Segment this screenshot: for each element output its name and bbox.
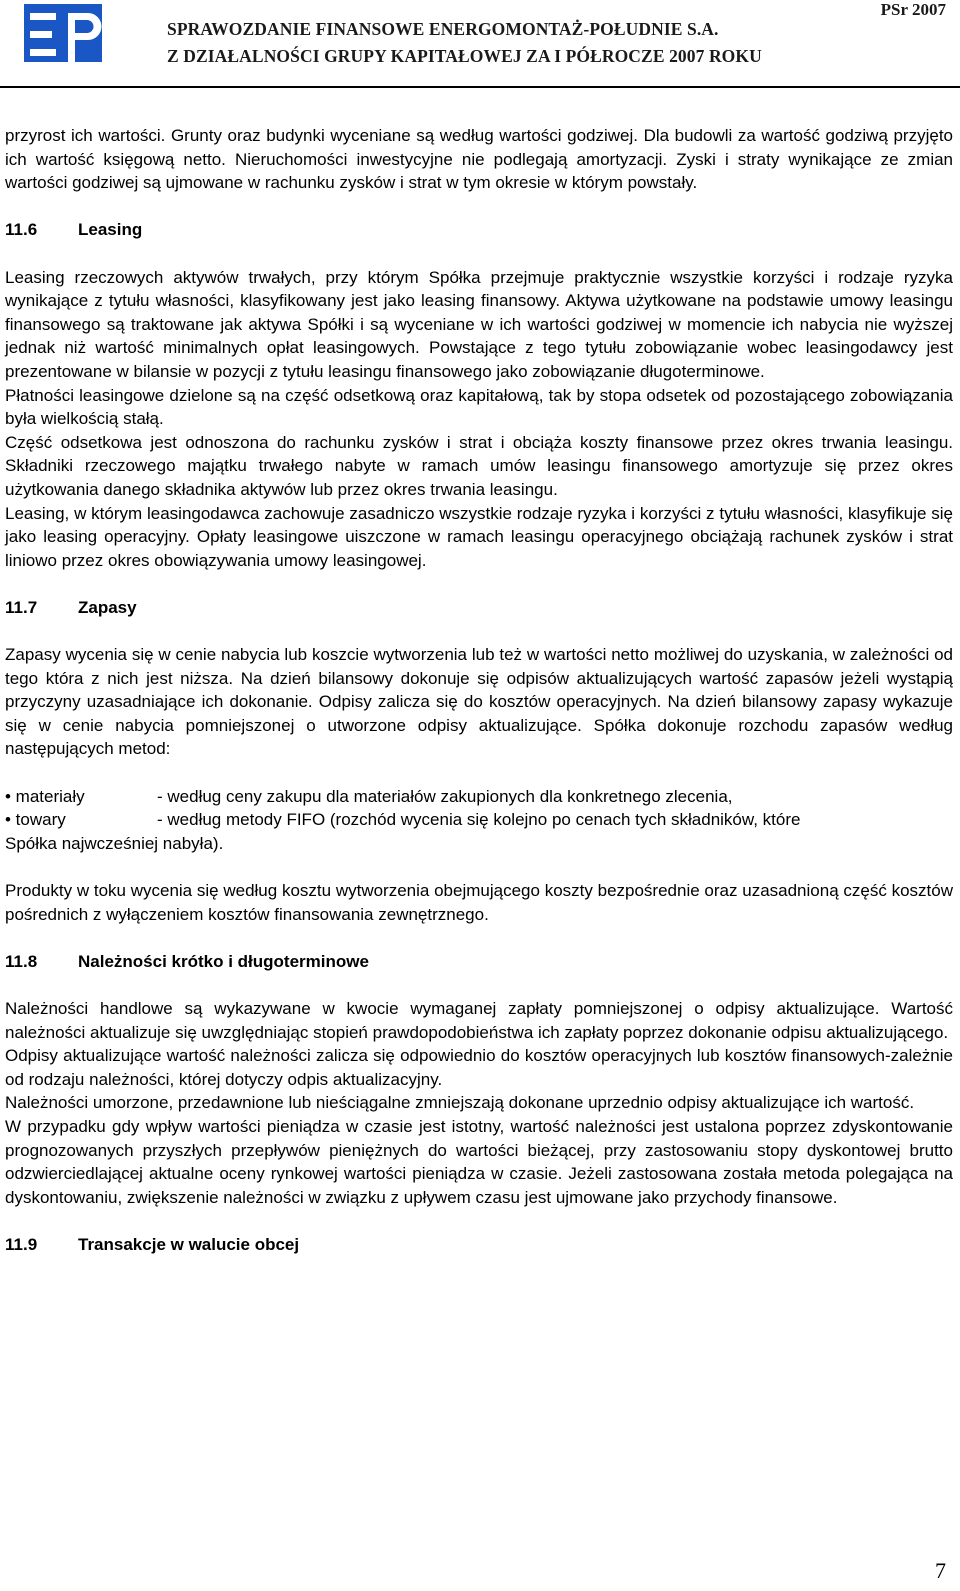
list-item bbox=[5, 808, 953, 832]
bullet-continuation: Spółka najwcześniej nabyła). bbox=[5, 833, 224, 853]
bullet-text: - według ceny zakupu dla materiałów zakupionych dla konkretnego zlecenia, bbox=[157, 786, 733, 806]
intro-paragraph: przyrost ich wartości. Grunty oraz budynki wyceniane są według wartości godziwej. Dla budowli za wartość godziwą przyjęto ich wartość księgową netto. Nieruchomości inwestycyjne nie podlegają amortyzacji. Zyski i straty wynikające ze zmian wartości godziwej są ujmowane w rachunku zysków i strat w tym okresie w którym powstały. bbox=[5, 126, 953, 193]
section-number: 11.9 bbox=[5, 1234, 38, 1254]
section-title: Leasing bbox=[78, 220, 143, 240]
receivables-paragraph-2: Odpisy aktualizujące wartość należności zalicza się odpowiednio do kosztów operacyjnych lub kosztów finansowych-zależnie od rodzaju należności, której dotyczy odpis aktualizacyjny. bbox=[5, 1046, 953, 1089]
leasing-paragraph-3: Część odsetkowa jest odnoszona do rachunku zysków i strat i obciąża koszty finansowe przez okres trwania leasingu. Składniki rzeczowego majątku trwałego nabyte w ramach umów leasingu finansowego amortyzuje się przez okres użytkowania danego składnika aktywów lub przez okres trwania leasingu. bbox=[5, 432, 953, 499]
header-subtitle: Z DZIAŁALNOŚCI GRUPY KAPITAŁOWEJ ZA I PÓŁROCZE 2007 ROKU bbox=[167, 46, 762, 66]
section-number: 11.6 bbox=[5, 220, 38, 240]
document-body bbox=[5, 124, 953, 1257]
section-title: Należności krótko i długoterminowe bbox=[78, 951, 369, 971]
section-title: Zapasy bbox=[78, 597, 137, 617]
page-number: 7 bbox=[935, 1558, 946, 1583]
page-header bbox=[0, 0, 960, 90]
document-code: PSr 2007 bbox=[880, 0, 946, 19]
ep-logo-icon bbox=[24, 4, 102, 66]
section-11-9-heading bbox=[5, 1233, 953, 1257]
receivables-paragraph-3: Należności umorzone, przedawnione lub nieściągalne zmniejszają dokonane uprzednio odpisy aktualizujące ich wartość. bbox=[5, 1093, 915, 1113]
header-title: SPRAWOZDANIE FINANSOWE ENERGOMONTAŻ-POŁUDNIE S.A. bbox=[167, 19, 719, 39]
section-title: Transakcje w walucie obcej bbox=[78, 1234, 300, 1254]
bullet-label: • towary bbox=[5, 810, 66, 830]
inventory-paragraph-2: Produkty w toku wycenia się według kosztu wytworzenia obejmującego koszty bezpośrednie oraz uzasadnioną część kosztów pośrednich z wyłączeniem kosztów finansowania zewnętrznego. bbox=[5, 881, 953, 924]
section-11-7-heading bbox=[5, 596, 953, 620]
receivables-paragraph-1: Należności handlowe są wykazywane w kwocie wymaganej zapłaty pomniejszonej o odpisy aktualizujące. Wartość należności aktualizuje się uwzględniając stopień prawdopodobieństwa ich zapłaty poprzez dokonanie odpisu aktualizującego. bbox=[5, 998, 953, 1042]
bullet-label: • materiały bbox=[5, 786, 85, 806]
leasing-paragraph-4: Leasing, w którym leasingodawca zachowuje zasadniczo wszystkie rodzaje ryzyka i korzyści z tytułu własności, klasyfikuje się jako leasing operacyjny. Opłaty leasingowe uiszczone w ramach leasingu operacyjnego obciążają rachunek zysków i strat liniowo przez okres obowiązywania umowy leasingowej. bbox=[5, 503, 953, 570]
list-item bbox=[5, 785, 953, 809]
leasing-paragraph-2: Płatności leasingowe dzielone są na część odsetkową oraz kapitałową, tak by stopa odsetek od pozostającego zobowiązania była wielkością stałą. bbox=[5, 385, 953, 429]
receivables-paragraph-4: W przypadku gdy wpływ wartości pieniądza w czasie jest istotny, wartość należności jest ustalona poprzez zdyskontowanie prognozowanych przyszłych przepływów pieniężnych do wartości bieżącej, przy zastosowaniu stopy dyskontowej brutto odzwierciedlającej aktualne oceny rynkowej wartości pieniądza w czasie. Jeżeli zastosowana została metoda polegająca na dyskontowaniu, zwiększenie należności w związku z upływem czasu jest ujmowane jako przychody finansowe. bbox=[5, 1116, 953, 1207]
section-11-6-heading bbox=[5, 218, 953, 242]
inventory-paragraph-1: Zapasy wycenia się w cenie nabycia lub koszcie wytworzenia lub też w wartości netto możliwej do uzyskania, w zależności od tego która z nich jest niższa. Na dzień bilansowy dokonuje się odpisów aktualizujących wartość zapasów jeżeli wystąpią przyczyny uzasadniające ich dokonanie. Odpisy zalicza się do kosztów operacyjnych. Na dzień bilansowy zapasy wykazuje się w cenie nabycia pomniejszonej o utworzone odpisy aktualizujące. Spółka dokonuje rozchodu zapasów według następujących metod: bbox=[5, 645, 953, 759]
section-number: 11.7 bbox=[5, 597, 38, 617]
bullet-text: - według metody FIFO (rozchód wycenia się kolejno po cenach tych składników, które bbox=[157, 810, 801, 830]
section-11-8-heading bbox=[5, 950, 953, 974]
header-divider bbox=[0, 86, 960, 88]
leasing-paragraph-1: Leasing rzeczowych aktywów trwałych, przy którym Spółka przejmuje praktycznie wszystkie korzyści i rodzaje ryzyka wynikające z tytułu własności, klasyfikowany jest jako leasing finansowy. Aktywa użytkowane na podstawie umowy leasingu finansowego są traktowane jak aktywa Spółki i są wyceniane w ich wartości godziwej w momencie ich nabycia nie wyższej jednak niż wartość minimalnych opłat leasingowych. Powstające z tego tytułu zobowiązanie wobec leasingodawcy jest prezentowane w bilansie w pozycji z tytułu leasingu finansowego jako zobowiązanie długoterminowe. bbox=[5, 267, 953, 381]
section-number: 11.8 bbox=[5, 951, 38, 971]
